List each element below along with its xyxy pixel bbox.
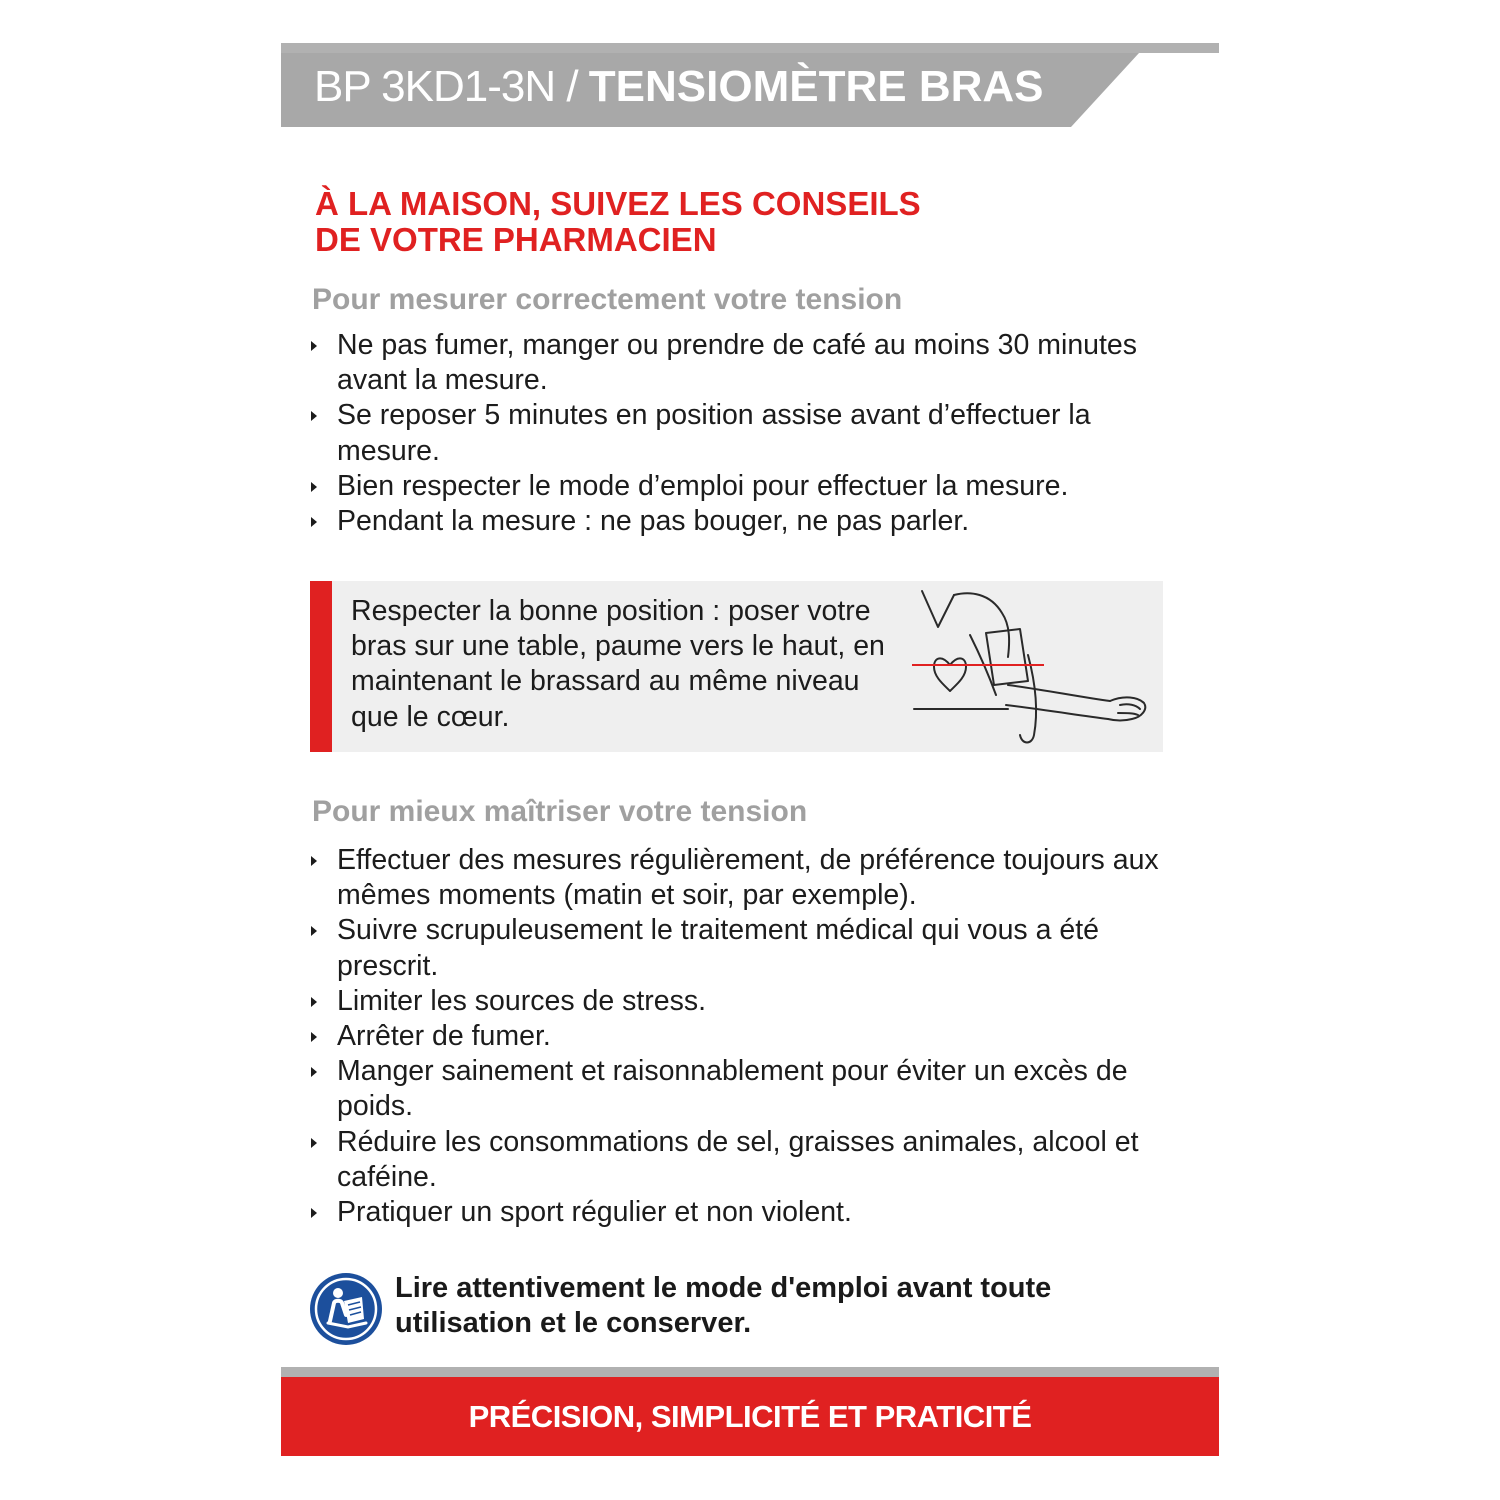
list-item: Pendant la mesure : ne pas bouger, ne pas parler. bbox=[311, 504, 1191, 539]
product-card bbox=[281, 43, 1219, 1456]
footer-band bbox=[281, 1377, 1219, 1456]
model-number: BP 3KD1-3N bbox=[314, 62, 556, 111]
header-separator: / bbox=[566, 62, 578, 111]
list-item: Manger sainement et raisonnablement pour éviter un excès de poids. bbox=[311, 1054, 1191, 1124]
footer-gray-line bbox=[281, 1367, 1219, 1377]
bullet-arrow-icon bbox=[311, 411, 317, 421]
bullet-arrow-icon bbox=[311, 1067, 317, 1077]
list-item: Arrêter de fumer. bbox=[311, 1019, 1191, 1054]
measure-advice-list bbox=[311, 328, 1191, 539]
section-title-control: Pour mieux maîtriser votre tension bbox=[312, 795, 808, 828]
footer-tagline: PRÉCISION, SIMPLICITÉ ET PRATICITÉ bbox=[468, 1399, 1032, 1434]
bullet-arrow-icon bbox=[311, 517, 317, 527]
read-manual-icon bbox=[308, 1271, 384, 1347]
header-title bbox=[314, 59, 1044, 115]
bullet-arrow-icon bbox=[311, 856, 317, 866]
section-title-measure: Pour mesurer correctement votre tension bbox=[312, 283, 903, 316]
advice-headline bbox=[315, 186, 1135, 258]
bullet-arrow-icon bbox=[311, 1208, 317, 1218]
bullet-arrow-icon bbox=[311, 482, 317, 492]
list-item: Limiter les sources de stress. bbox=[311, 984, 1191, 1019]
tip-accent-bar bbox=[310, 581, 332, 752]
list-item: Ne pas fumer, manger ou prendre de café au moins 30 minutes avant la mesure. bbox=[311, 328, 1191, 398]
control-advice-list bbox=[311, 843, 1191, 1230]
bullet-arrow-icon bbox=[311, 1138, 317, 1148]
list-item: Effectuer des mesures régulièrement, de préférence toujours aux mêmes moments (matin et soir, par exemple). bbox=[311, 843, 1191, 913]
headline-line-2: DE VOTRE PHARMACIEN bbox=[315, 221, 717, 258]
read-manual-notice bbox=[308, 1271, 1188, 1351]
bullet-arrow-icon bbox=[311, 341, 317, 351]
headline-line-1: À LA MAISON, SUIVEZ LES CONSEILS bbox=[315, 185, 921, 222]
list-item: Suivre scrupuleusement le traitement médical qui vous a été prescrit. bbox=[311, 913, 1191, 983]
tip-text: Respecter la bonne position : poser votre bras sur une table, paume vers le haut, en maintenant le brassard au même niveau que le cœur. bbox=[351, 595, 885, 733]
arm-cuff-heart-level-illustration bbox=[910, 585, 1155, 749]
bullet-arrow-icon bbox=[311, 997, 317, 1007]
notice-text: Lire attentivement le mode d'emploi avant toute utilisation et le conserver. bbox=[395, 1272, 1052, 1339]
list-item: Réduire les consommations de sel, graisses animales, alcool et caféine. bbox=[311, 1125, 1191, 1195]
position-tip-box bbox=[310, 581, 1163, 752]
product-name: TENSIOMÈTRE BRAS bbox=[588, 62, 1044, 111]
bullet-arrow-icon bbox=[311, 926, 317, 936]
list-item: Se reposer 5 minutes en position assise avant d’effectuer la mesure. bbox=[311, 398, 1191, 468]
list-item: Pratiquer un sport régulier et non violent. bbox=[311, 1195, 1191, 1230]
list-item: Bien respecter le mode d’emploi pour effectuer la mesure. bbox=[311, 469, 1191, 504]
bullet-arrow-icon bbox=[311, 1032, 317, 1042]
